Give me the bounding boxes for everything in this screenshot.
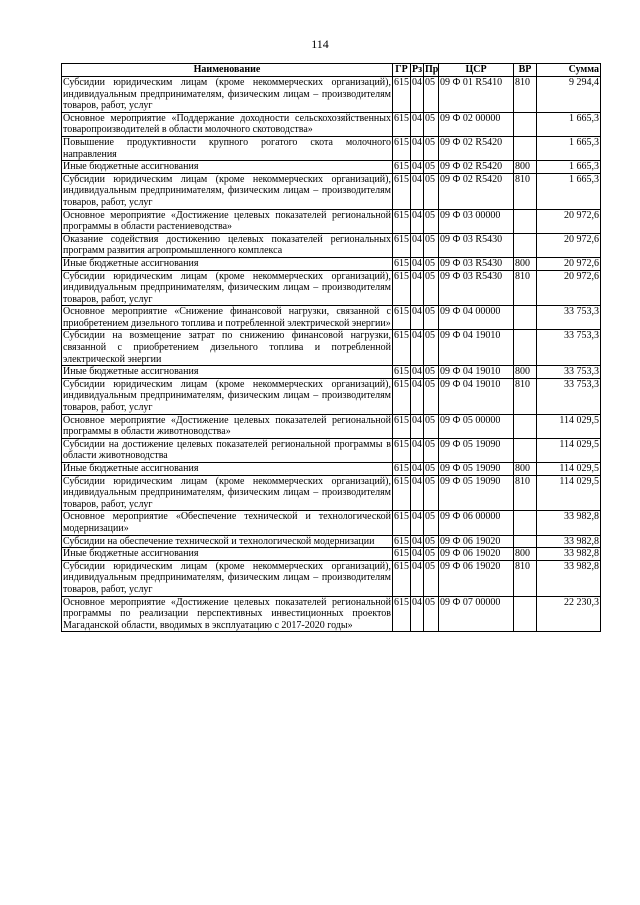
table-row (62, 161, 601, 174)
cell-rz: 04 (411, 77, 424, 113)
cell-gr: 615 (394, 535, 409, 547)
table-header (62, 64, 601, 77)
cell-csr: 09 Ф 04 00000 (439, 306, 514, 330)
cell-csr: 09 Ф 04 19010 (439, 330, 514, 366)
cell-pr: 05 (424, 77, 439, 113)
cell-pr: 05 (424, 535, 439, 548)
cell-name: Основное мероприятие «Достижение целевых показателей региональной программы по реализации перспективных инвестиционных проектов Магаданской области, вводимых в эксплуатацию с 2017-2020 годы» (63, 596, 391, 631)
cell-sum: 33 753,3 (537, 330, 601, 366)
page-number: 114 (311, 37, 329, 51)
table-row (62, 77, 601, 113)
cell-name: Основное мероприятие «Достижение целевых показателей региональной программы в области растениеводства» (63, 209, 391, 233)
cell-vr (514, 330, 537, 366)
cell-gr: 615 (393, 560, 411, 596)
cell-sum: 33 982,8 (537, 548, 601, 561)
table-row (62, 463, 601, 476)
cell-vr: 800 (514, 463, 537, 476)
cell-rz: 04 (411, 475, 424, 511)
table-row (62, 548, 601, 561)
cell-vr: 800 (514, 366, 537, 379)
cell-sum: 33 753,3 (537, 366, 601, 379)
cell-rz: 04 (411, 560, 424, 596)
cell-gr: 615 (393, 173, 411, 209)
cell-name: Оказание содействия достижению целевых показателей региональных программ развития агропромышленного комплекса (63, 233, 391, 257)
table-row (62, 306, 601, 330)
cell-vr: 800 (514, 161, 537, 174)
table-row (62, 136, 601, 160)
cell-name: Субсидии юридическим лицам (кроме некоммерческих организаций), индивидуальным предпринимателям, физическим лицам – производителям товаров, работ, услуг (63, 378, 391, 414)
cell-name: Повышение продуктивности крупного рогатого скота молочного направления (63, 136, 391, 160)
cell-rz: 04 (411, 173, 424, 209)
table-row (62, 270, 601, 306)
cell-sum: 33 753,3 (537, 306, 601, 330)
cell-vr (514, 596, 537, 632)
cell-rz: 04 (411, 511, 424, 535)
cell-pr: 05 (424, 414, 439, 438)
cell-rz: 04 (411, 438, 424, 462)
table-row (62, 257, 601, 270)
cell-pr: 05 (424, 596, 439, 632)
cell-name: Субсидии юридическим лицам (кроме некоммерческих организаций), индивидуальным предпринимателям, физическим лицам – производителям товаров, работ, услуг (63, 270, 391, 305)
cell-sum: 114 029,5 (537, 463, 601, 476)
cell-vr: 810 (514, 560, 537, 596)
cell-sum: 33 982,8 (537, 511, 601, 535)
cell-name: Иные бюджетные ассигнования (62, 161, 393, 174)
cell-csr: 09 Ф 05 00000 (439, 414, 514, 438)
table-row (62, 173, 601, 209)
cell-sum: 33 982,8 (537, 560, 601, 596)
cell-sum: 114 029,5 (537, 414, 601, 438)
cell-gr: 615 (393, 330, 411, 366)
cell-name: Основное мероприятие «Снижение финансовой нагрузки, связанной с приобретением дизельного топлива и потребленной электрической энергии» (63, 306, 391, 329)
cell-csr: 09 Ф 02 R5420 (439, 161, 514, 174)
cell-vr (514, 306, 537, 330)
cell-name: Субсидии юридическим лицам (кроме некоммерческих организаций), индивидуальным предпринимателям, физическим лицам – производителям товаров, работ, услуг (63, 77, 391, 112)
table-row (62, 209, 601, 233)
cell-csr: 09 Ф 03 R5430 (439, 257, 514, 270)
cell-rz: 04 (412, 257, 422, 269)
cell-vr (514, 136, 537, 160)
cell-gr: 615 (393, 112, 411, 136)
cell-gr: 615 (393, 233, 411, 257)
table-row (62, 233, 601, 257)
cell-csr: 09 Ф 03 R5430 (439, 233, 514, 257)
cell-gr: 615 (393, 136, 411, 160)
cell-csr: 09 Ф 03 R5430 (439, 270, 514, 306)
cell-rz: 04 (411, 209, 424, 233)
cell-pr: 05 (424, 330, 439, 366)
header-rz: Рз (412, 64, 423, 75)
cell-rz: 04 (412, 366, 422, 378)
cell-pr: 05 (424, 548, 439, 561)
cell-pr: 05 (424, 560, 439, 596)
cell-csr: 09 Ф 05 19090 (439, 438, 514, 462)
cell-vr (514, 438, 537, 462)
cell-vr: 810 (514, 378, 537, 414)
header-sum: Сумма (537, 64, 601, 77)
cell-gr: 615 (393, 306, 411, 330)
cell-csr: 09 Ф 04 19010 (439, 366, 514, 379)
cell-rz: 04 (412, 548, 422, 560)
cell-rz: 04 (411, 378, 424, 414)
cell-vr: 800 (514, 257, 537, 270)
table-row (62, 330, 601, 366)
cell-pr: 05 (424, 463, 439, 476)
cell-rz: 04 (411, 414, 424, 438)
cell-csr: 09 Ф 06 00000 (439, 511, 514, 535)
cell-rz: 04 (411, 306, 424, 330)
cell-gr: 615 (394, 257, 409, 269)
cell-name: Иные бюджетные ассигнования (62, 548, 393, 561)
cell-vr: 810 (514, 475, 537, 511)
table-row (62, 596, 601, 632)
cell-name: Субсидии на возмещение затрат по снижению финансовой нагрузки, связанной с приобретением дизельного топлива и потребленной электрической энергии (63, 330, 391, 365)
cell-pr: 05 (424, 136, 439, 160)
cell-vr (514, 112, 537, 136)
cell-name: Субсидии юридическим лицам (кроме некоммерческих организаций), индивидуальным предпринимателям, физическим лицам – производителям товаров, работ, услуг (63, 475, 391, 510)
cell-name: Иные бюджетные ассигнования (62, 463, 393, 476)
cell-vr (514, 535, 537, 548)
cell-gr: 615 (393, 378, 411, 414)
cell-pr: 05 (424, 270, 439, 306)
cell-sum: 114 029,5 (537, 475, 601, 511)
cell-csr: 09 Ф 02 00000 (439, 112, 514, 136)
cell-gr: 615 (394, 161, 409, 173)
cell-name: Субсидии юридическим лицам (кроме некоммерческих организаций), индивидуальным предпринимателям, физическим лицам – производителям товаров, работ, услуг (63, 560, 391, 595)
cell-rz: 04 (411, 136, 424, 160)
cell-gr: 615 (393, 414, 411, 438)
cell-rz: 04 (411, 596, 424, 632)
cell-rz: 04 (411, 233, 424, 257)
cell-name: Субсидии на достижение целевых показателей региональной программы в области животноводства (63, 438, 391, 462)
table-row (62, 438, 601, 462)
cell-sum: 20 972,6 (537, 257, 601, 270)
cell-name: Субсидии юридическим лицам (кроме некоммерческих организаций), индивидуальным предпринимателям, физическим лицам – производителям товаров, работ, услуг (63, 173, 391, 208)
header-csr: ЦСР (439, 64, 514, 77)
cell-sum: 114 029,5 (537, 438, 601, 462)
cell-sum: 33 982,8 (537, 535, 601, 548)
cell-csr: 09 Ф 02 R5420 (439, 136, 514, 160)
cell-sum: 1 665,3 (537, 112, 601, 136)
cell-vr: 810 (514, 270, 537, 306)
budget-table (61, 63, 601, 632)
cell-rz: 04 (412, 535, 422, 547)
cell-sum: 20 972,6 (537, 209, 601, 233)
cell-gr: 615 (393, 596, 411, 632)
cell-rz: 04 (411, 112, 424, 136)
cell-vr: 810 (514, 77, 537, 113)
cell-pr: 05 (424, 438, 439, 462)
cell-sum: 1 665,3 (537, 161, 601, 174)
cell-csr: 09 Ф 06 19020 (439, 560, 514, 596)
cell-vr (514, 511, 537, 535)
cell-sum: 1 665,3 (537, 173, 601, 209)
cell-gr: 615 (393, 438, 411, 462)
cell-vr: 810 (514, 173, 537, 209)
table-row (62, 378, 601, 414)
cell-rz: 04 (412, 463, 422, 474)
cell-gr: 615 (393, 77, 411, 113)
cell-rz: 04 (411, 270, 424, 306)
cell-csr: 09 Ф 04 19010 (439, 378, 514, 414)
cell-vr (514, 233, 537, 257)
cell-name: Основное мероприятие «Поддержание доходности сельскохозяйственных товаропроизводителей в области молочного скотоводства» (63, 112, 391, 136)
cell-pr: 05 (424, 306, 439, 330)
cell-sum: 9 294,4 (537, 77, 601, 113)
table-body (62, 77, 601, 632)
header-name: Наименование (62, 64, 393, 77)
cell-name: Иные бюджетные ассигнования (62, 366, 393, 379)
cell-vr (514, 414, 537, 438)
cell-gr: 615 (393, 270, 411, 306)
cell-vr: 800 (514, 548, 537, 561)
cell-sum: 20 972,6 (537, 233, 601, 257)
cell-csr: 09 Ф 01 R5410 (439, 77, 514, 113)
table-row (62, 112, 601, 136)
cell-csr: 09 Ф 03 00000 (439, 209, 514, 233)
table-row (62, 560, 601, 596)
cell-gr: 615 (394, 548, 409, 560)
cell-pr: 05 (424, 233, 439, 257)
cell-pr: 05 (424, 511, 439, 535)
cell-name: Иные бюджетные ассигнования (62, 257, 393, 270)
cell-name: Основное мероприятие «Обеспечение технической и технологической модернизации» (63, 511, 391, 534)
cell-csr: 09 Ф 02 R5420 (439, 173, 514, 209)
cell-sum: 33 753,3 (537, 378, 601, 414)
cell-gr: 615 (394, 463, 409, 474)
cell-gr: 615 (393, 475, 411, 511)
cell-csr: 09 Ф 06 19020 (439, 535, 514, 548)
cell-vr (514, 209, 537, 233)
cell-pr: 05 (424, 161, 439, 174)
cell-sum: 20 972,6 (537, 270, 601, 306)
cell-csr: 09 Ф 06 19020 (439, 548, 514, 561)
header-vr: ВР (514, 64, 537, 77)
header-pr: Пр (425, 64, 439, 75)
cell-pr: 05 (424, 173, 439, 209)
cell-gr: 615 (393, 511, 411, 535)
cell-pr: 05 (424, 257, 439, 270)
cell-pr: 05 (424, 209, 439, 233)
table-row (62, 535, 601, 548)
cell-pr: 05 (424, 475, 439, 511)
cell-csr: 09 Ф 07 00000 (439, 596, 514, 632)
cell-csr: 09 Ф 05 19090 (439, 463, 514, 476)
cell-gr: 615 (394, 366, 409, 378)
cell-gr: 615 (393, 209, 411, 233)
table-row (62, 475, 601, 511)
cell-rz: 04 (411, 330, 424, 366)
cell-pr: 05 (424, 112, 439, 136)
cell-sum: 22 230,3 (537, 596, 601, 632)
table-row (62, 414, 601, 438)
cell-pr: 05 (424, 378, 439, 414)
cell-rz: 04 (412, 161, 422, 173)
header-gr: ГР (393, 64, 411, 77)
table-row (62, 366, 601, 379)
cell-name: Основное мероприятие «Достижение целевых показателей региональной программы в области животноводства» (63, 414, 391, 438)
cell-sum: 1 665,3 (537, 136, 601, 160)
cell-csr: 09 Ф 05 19090 (439, 475, 514, 511)
cell-pr: 05 (424, 366, 439, 379)
table-row (62, 511, 601, 535)
cell-name: Субсидии на обеспечение технической и технологической модернизации (62, 535, 393, 548)
